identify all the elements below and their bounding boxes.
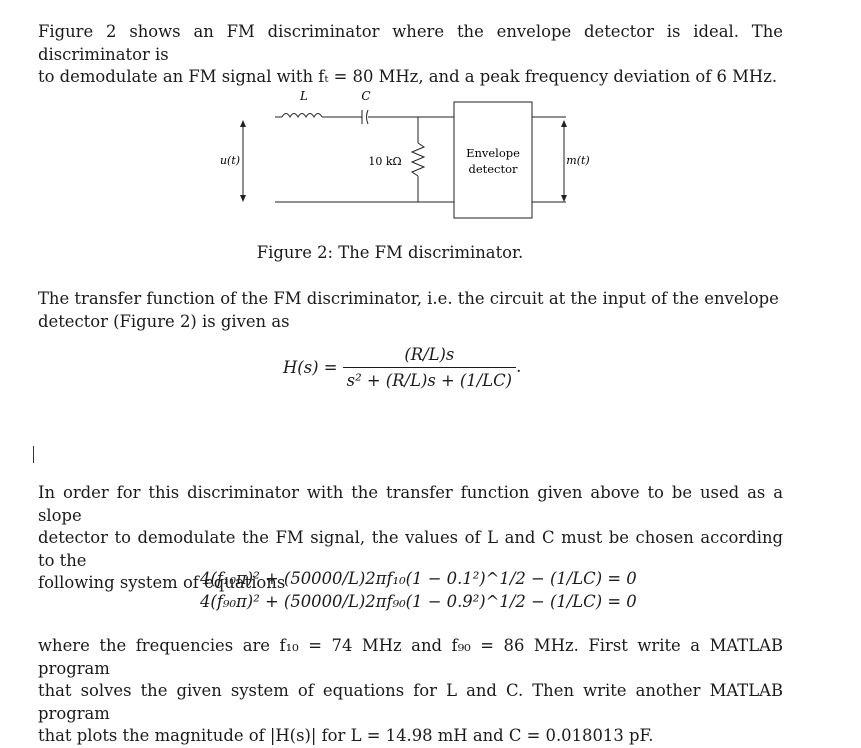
transfer-paragraph: [38, 288, 783, 333]
transfer-numerator: (R/L)s: [404, 345, 455, 364]
text-cursor-mark: [33, 446, 34, 463]
input-arrow-down-head: [240, 195, 246, 202]
equation-2: 4(f₉₀π)² + (50000/L)2πf₉₀(1 − 0.9²)^1/2 − (1/LC) = 0: [200, 592, 637, 611]
resistor-label: 10 kΩ: [368, 155, 402, 168]
transfer-line-1: The transfer function of the FM discriminator, i.e. the circuit at the input of the envelope: [38, 289, 779, 308]
slope-line-2: detector to demodulate the FM signal, the values of L and C must be chosen according to the: [38, 528, 783, 570]
output-arrow-up-head: [561, 120, 567, 127]
box-label-line2: detector: [468, 162, 518, 176]
capacitor-label: C: [361, 89, 371, 103]
transfer-fraction: [343, 345, 516, 390]
input-arrow-up-head: [240, 120, 246, 127]
slope-line-1: In order for this discriminator with the transfer function given above to be used as a slope: [38, 483, 783, 525]
transfer-lhs: H(s) =: [283, 358, 338, 377]
intro-line-1: Figure 2 shows an FM discriminator where the envelope detector is ideal. The discriminator is: [38, 22, 783, 64]
output-arrow-down-head: [561, 195, 567, 202]
inductor-coil: [282, 114, 322, 118]
transfer-function-equation: [283, 345, 521, 390]
fm-discriminator-circuit: [210, 88, 610, 228]
input-label: u(t): [219, 154, 241, 167]
inductor-label: L: [300, 89, 308, 103]
closing-paragraph: [38, 635, 783, 748]
box-label-line1: Envelope: [466, 146, 520, 160]
closing-line-3: that plots the magnitude of |H(s)| for L = 14.98 mH and C = 0.018013 pF.: [38, 726, 654, 745]
transfer-line-2: detector (Figure 2) is given as: [38, 311, 290, 331]
transfer-denominator: s² + (R/L)s + (1/LC): [343, 367, 516, 390]
system-of-equations: [200, 567, 637, 613]
intro-paragraph: [38, 21, 783, 89]
resistor-zigzag: [412, 143, 424, 176]
envelope-detector-box: [454, 102, 532, 218]
equation-1: 4(f₁₀π)² + (50000/L)2πf₁₀(1 − 0.1²)^1/2 − (1/LC) = 0: [200, 569, 637, 588]
output-label: m(t): [566, 154, 590, 167]
transfer-trailing-period: .: [516, 357, 522, 376]
slope-line-3: following system of equations: [38, 573, 286, 592]
closing-line-2: that solves the given system of equations for L and C. Then write another MATLAB program: [38, 681, 783, 723]
closing-line-1: where the frequencies are f₁₀ = 74 MHz and f₉₀ = 86 MHz. First write a MATLAB program: [38, 636, 783, 678]
capacitor-plate-right: [367, 110, 369, 124]
figure-caption: Figure 2: The FM discriminator.: [256, 243, 524, 262]
intro-line-2: to demodulate an FM signal with fₜ = 80 MHz, and a peak frequency deviation of 6 MHz.: [38, 67, 778, 86]
